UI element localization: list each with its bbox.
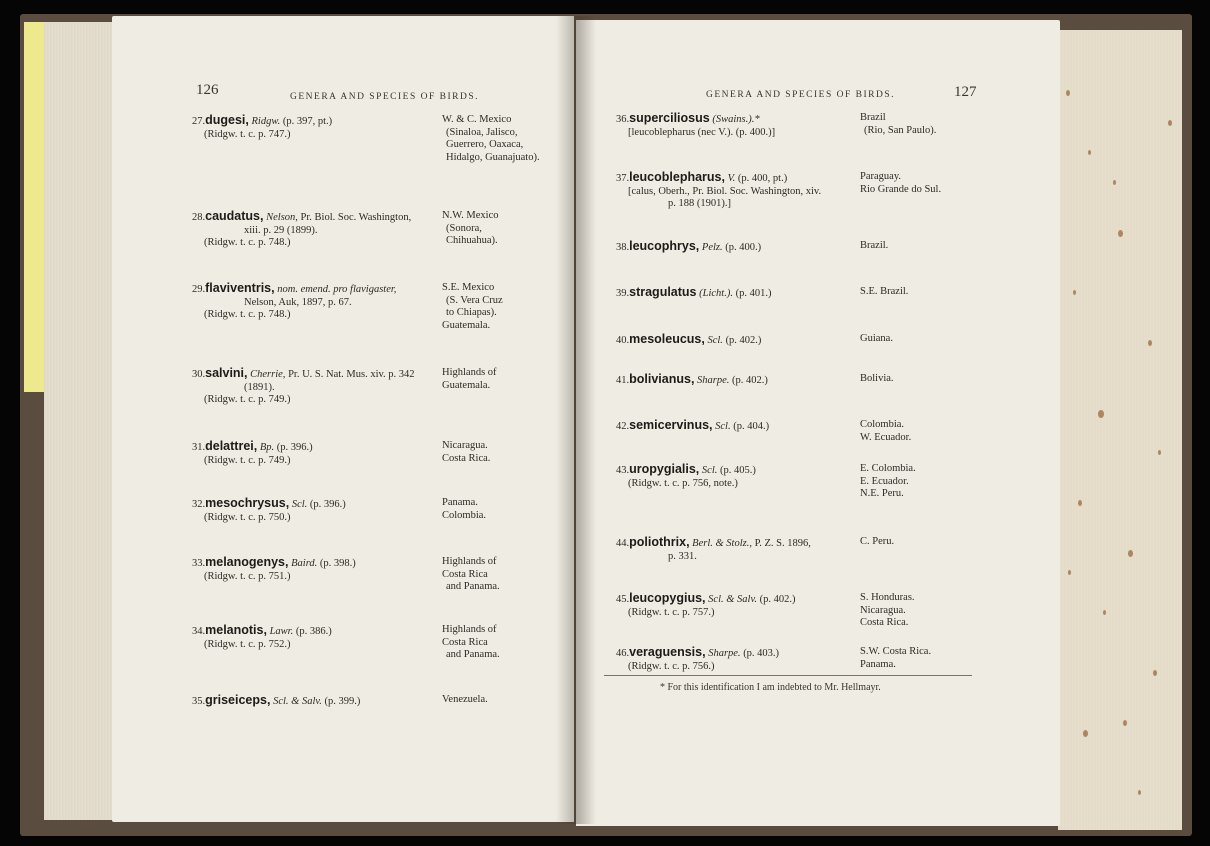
species-entry <box>192 210 411 250</box>
entry-number: 33. <box>192 558 206 569</box>
range-line: (Sinaloa, Jalisco, <box>446 126 518 138</box>
range-line: Hidalgo, Guanajuato). <box>446 151 540 163</box>
species-name: mesochrysus, <box>205 496 290 510</box>
species-entry <box>192 367 415 407</box>
species-name: melanogenys, <box>205 555 289 569</box>
species-name: dugesi, <box>205 113 249 127</box>
entry-number: 38. <box>616 242 630 253</box>
entry-reference-line: [leucoblepharus (nec V.). (p. 400.)] <box>628 126 776 138</box>
range-line: and Panama. <box>446 649 500 660</box>
foxing-spot <box>1066 90 1070 96</box>
range-line: Brazil <box>860 112 886 123</box>
species-author: nom. emend. pro flavigaster, <box>277 284 397 295</box>
species-citation: (p. 401.) <box>735 288 772 299</box>
entry-number: 31. <box>192 442 206 453</box>
entry-reference-line: (Ridgw. t. c. p. 756, note.) <box>628 477 738 489</box>
distribution-range <box>860 373 894 386</box>
distribution-range <box>860 592 915 630</box>
distribution-range <box>860 463 916 501</box>
range-line: W. & C. Mexico <box>442 114 512 125</box>
species-author: V. <box>727 173 736 184</box>
entry-number: 46. <box>616 648 630 659</box>
species-name: veraguensis, <box>629 645 706 659</box>
species-citation: (p. 397, pt.) <box>282 116 333 127</box>
foxing-spot <box>1148 340 1152 346</box>
range-line: to Chiapas). <box>446 307 497 318</box>
species-entry <box>616 112 775 139</box>
species-entry <box>616 333 761 348</box>
range-line: (S. Vera Cruz <box>446 294 503 306</box>
right-page-number: 127 <box>954 84 977 100</box>
species-author: Scl. <box>707 335 723 346</box>
species-entry <box>616 171 821 211</box>
distribution-range <box>442 556 500 594</box>
distribution-range <box>860 646 931 671</box>
distribution-range <box>442 210 498 248</box>
species-citation: Pr. Biol. Soc. Washington, <box>300 212 412 223</box>
distribution-range <box>860 171 941 196</box>
entry-reference-line: (Ridgw. t. c. p. 751.) <box>204 570 291 582</box>
range-line: Guatemala. <box>442 379 491 391</box>
distribution-range <box>442 497 486 522</box>
species-name: poliothrix, <box>629 535 690 549</box>
entry-number: 40. <box>616 335 630 346</box>
species-entry <box>192 114 332 141</box>
left-page-edges <box>44 22 116 820</box>
species-name: semicervinus, <box>629 418 713 432</box>
species-name: mesoleucus, <box>629 332 705 346</box>
foxing-spot <box>1138 790 1141 795</box>
species-entry <box>192 497 346 524</box>
right-running-head: GENERA AND SPECIES OF BIRDS. <box>706 90 896 100</box>
species-author: Nelson, <box>266 212 298 223</box>
species-author: (Licht.). <box>699 288 733 299</box>
range-line: N.W. Mexico <box>442 210 499 221</box>
species-entry <box>192 282 396 322</box>
range-line: Colombia. <box>442 509 487 521</box>
species-entry <box>616 419 769 434</box>
foxing-spot <box>1103 610 1106 615</box>
foxing-spot <box>1113 180 1116 185</box>
left-page-number: 126 <box>196 82 219 98</box>
entry-reference-line: (Ridgw. t. c. p. 748.) <box>204 309 291 320</box>
entry-number: 32. <box>192 499 206 510</box>
entry-number: 41. <box>616 375 630 386</box>
range-line: Venezuela. <box>442 694 488 705</box>
range-line: S.W. Costa Rica. <box>860 646 932 657</box>
entry-reference-line: xiii. p. 29 (1899). <box>244 224 318 236</box>
entry-reference-line: (Ridgw. t. c. p. 749.) <box>204 394 291 405</box>
distribution-range <box>860 286 908 299</box>
range-line: C. Peru. <box>860 536 895 547</box>
range-line: Chihuahua). <box>446 235 498 246</box>
foxing-spot <box>1078 500 1082 506</box>
species-entry <box>192 624 332 651</box>
species-entry <box>616 463 756 490</box>
distribution-range <box>442 367 497 392</box>
species-name: salvini, <box>205 366 248 380</box>
entry-reference-line: (Ridgw. t. c. p. 750.) <box>204 511 291 523</box>
range-line: W. Ecuador. <box>860 431 912 443</box>
range-line: Brazil. <box>860 240 889 251</box>
species-entry <box>192 694 360 709</box>
range-line: E. Colombia. <box>860 463 916 474</box>
distribution-range <box>860 333 893 346</box>
species-entry <box>616 240 761 255</box>
range-line: E. Ecuador. <box>860 475 909 487</box>
foxing-spot <box>1158 450 1161 455</box>
range-line: (Sonora, <box>446 222 482 234</box>
distribution-range <box>860 112 936 137</box>
species-entry <box>616 286 771 301</box>
species-author: Lawr. <box>269 626 294 637</box>
species-entry <box>616 373 768 388</box>
range-line: N.E. Peru. <box>860 488 904 499</box>
species-name: griseiceps, <box>205 693 271 707</box>
left-page <box>112 16 574 822</box>
species-citation: (p. 398.) <box>319 558 356 569</box>
species-citation: (p. 402.) <box>732 375 768 386</box>
range-line: Guatemala. <box>442 319 491 331</box>
species-name: bolivianus, <box>629 372 695 386</box>
range-line: and Panama. <box>446 581 500 592</box>
distribution-range <box>442 440 490 465</box>
species-name: melanotis, <box>205 623 267 637</box>
species-name: stragulatus <box>629 285 697 299</box>
foxing-spot <box>1168 120 1172 126</box>
range-line: Guiana. <box>860 333 893 344</box>
species-name: uropygialis, <box>629 462 700 476</box>
distribution-range <box>860 419 911 444</box>
species-name: leucopygius, <box>629 591 706 605</box>
species-author: Pelz. <box>701 242 723 253</box>
left-running-head: GENERA AND SPECIES OF BIRDS. <box>290 92 480 102</box>
species-author: Bp. <box>259 442 275 453</box>
species-name: flaviventris, <box>205 281 275 295</box>
foxing-spot <box>1073 290 1076 295</box>
entry-number: 28. <box>192 212 206 223</box>
range-line: Nicaragua. <box>860 604 906 616</box>
range-line: Paraguay. <box>860 171 902 182</box>
species-name: leucoblepharus, <box>629 170 725 184</box>
entry-number: 43. <box>616 465 630 476</box>
species-author: Berl. & Stolz., <box>692 538 752 549</box>
foxing-spot <box>1068 570 1071 575</box>
range-line: Highlands of <box>442 624 497 635</box>
distribution-range <box>442 694 488 707</box>
footnote: * For this identification I am indebted to Mr. Hellmayr. <box>660 682 881 693</box>
entry-reference-line: [calus, Oberh., Pr. Biol. Soc. Washington, xiv. <box>628 185 822 197</box>
entry-number: 34. <box>192 626 206 637</box>
entry-reference-line: (1891). <box>244 381 275 393</box>
foxing-spot <box>1128 550 1133 557</box>
species-author: Scl. & Salv. <box>708 594 757 605</box>
foxing-spot <box>1123 720 1127 726</box>
distribution-range <box>442 624 500 662</box>
species-author: Sharpe. <box>708 648 741 659</box>
right-page-edges <box>1058 30 1182 830</box>
species-citation: (p. 402.) <box>759 594 796 605</box>
species-author: Sharpe. <box>697 375 730 386</box>
foxing-spot <box>1083 730 1088 737</box>
species-citation: (p. 396.) <box>276 442 313 453</box>
distribution-range <box>442 114 540 164</box>
entry-number: 29. <box>192 284 206 295</box>
range-line: Highlands of <box>442 556 497 567</box>
book-gutter <box>556 16 596 824</box>
species-name: superciliosus <box>629 111 710 125</box>
species-author: (Swains.).* <box>712 114 760 125</box>
species-author: Cherrie, <box>250 369 286 380</box>
species-citation: (p. 400, pt.) <box>737 173 788 184</box>
species-citation: (p. 386.) <box>295 626 332 637</box>
entry-number: 45. <box>616 594 630 605</box>
species-citation: (p. 399.) <box>324 696 361 707</box>
species-name: leucophrys, <box>629 239 700 253</box>
species-entry <box>616 592 795 619</box>
range-line: Guerrero, Oaxaca, <box>446 139 524 150</box>
entry-reference-line: (Ridgw. t. c. p. 756.) <box>628 660 715 672</box>
species-author: Scl. & Salv. <box>273 696 322 707</box>
species-citation: (p. 400.) <box>725 242 762 253</box>
entry-reference-line: Nelson, Auk, 1897, p. 67. <box>244 296 352 308</box>
species-name: caudatus, <box>205 209 264 223</box>
foxing-spot <box>1153 670 1157 676</box>
range-line: Nicaragua. <box>442 440 488 451</box>
foxing-spot <box>1118 230 1123 237</box>
entry-reference-line: (Ridgw. t. c. p. 749.) <box>204 454 291 466</box>
foxing-spot <box>1088 150 1091 155</box>
footnote-rule <box>604 675 972 676</box>
range-line: Costa Rica <box>442 636 488 648</box>
entry-number: 42. <box>616 421 630 432</box>
entry-number: 30. <box>192 369 206 380</box>
distribution-range <box>860 240 888 253</box>
entry-reference-line: p. 331. <box>668 550 697 562</box>
range-line: Costa Rica. <box>442 452 491 464</box>
species-entry <box>192 556 356 583</box>
entry-reference-line: (Ridgw. t. c. p. 757.) <box>628 606 715 618</box>
distribution-range <box>442 282 503 332</box>
right-page <box>576 20 1060 826</box>
range-line: Rio Grande do Sul. <box>860 183 942 195</box>
species-author: Scl. <box>701 465 718 476</box>
species-entry <box>616 646 779 673</box>
range-line: Costa Rica. <box>860 617 909 628</box>
entry-number: 44. <box>616 538 630 549</box>
entry-number: 39. <box>616 288 630 299</box>
entry-number: 36. <box>616 114 630 125</box>
range-line: S.E. Brazil. <box>860 286 909 297</box>
species-citation: P. Z. S. 1896, <box>754 538 811 549</box>
entry-reference-line: p. 188 (1901).] <box>668 198 731 209</box>
species-author: Baird. <box>291 558 318 569</box>
range-line: S. Honduras. <box>860 592 915 603</box>
species-citation: (p. 403.) <box>743 648 780 659</box>
entry-number: 37. <box>616 173 630 184</box>
foxing-spot <box>1098 410 1104 418</box>
range-line: S.E. Mexico <box>442 282 495 293</box>
species-citation: (p. 404.) <box>733 421 770 432</box>
entry-number: 27. <box>192 116 206 127</box>
range-line: Highlands of <box>442 367 497 378</box>
entry-number: 35. <box>192 696 206 707</box>
range-line: Bolivia. <box>860 373 894 384</box>
range-line: (Rio, San Paulo). <box>864 124 937 136</box>
species-citation: Pr. U. S. Nat. Mus. xiv. p. 342 <box>288 369 415 380</box>
species-entry <box>192 440 313 467</box>
range-line: Costa Rica <box>442 568 488 580</box>
species-citation: (p. 402.) <box>725 335 762 346</box>
range-line: Panama. <box>860 658 896 670</box>
entry-reference-line: (Ridgw. t. c. p. 747.) <box>204 128 291 140</box>
species-name: delattrei, <box>205 439 258 453</box>
range-line: Colombia. <box>860 419 905 430</box>
entry-reference-line: (Ridgw. t. c. p. 748.) <box>204 237 291 248</box>
species-entry <box>616 536 811 563</box>
species-citation: (p. 396.) <box>309 499 346 510</box>
range-line: Panama. <box>442 497 478 508</box>
distribution-range <box>860 536 894 549</box>
species-citation: (p. 405.) <box>719 465 756 476</box>
species-author: Scl. <box>291 499 308 510</box>
entry-reference-line: (Ridgw. t. c. p. 752.) <box>204 638 291 650</box>
species-author: Scl. <box>715 421 731 432</box>
species-author: Ridgw. <box>251 116 281 127</box>
